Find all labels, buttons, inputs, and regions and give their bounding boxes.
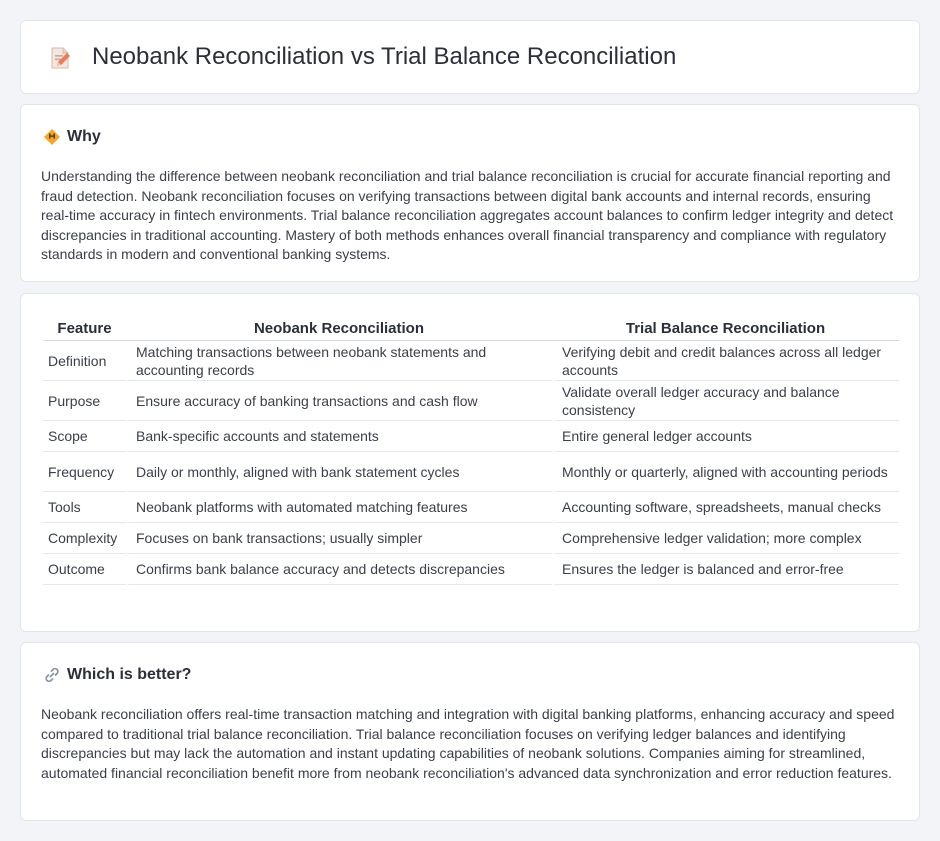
- row-trial-balance: Validate overall ledger accuracy and balance consistency: [552, 381, 899, 421]
- comparison-table: [43, 314, 899, 585]
- table-row: [43, 421, 899, 452]
- row-trial-balance: Monthly or quarterly, aligned with accounting periods: [552, 452, 899, 492]
- link-icon: [43, 666, 61, 684]
- row-neobank: Matching transactions between neobank statements and accounting records: [126, 341, 552, 381]
- row-neobank: Focuses on bank transactions; usually simpler: [126, 523, 552, 554]
- row-feature: Complexity: [43, 523, 126, 554]
- table-header-row: [43, 314, 899, 341]
- which-section: [20, 642, 920, 821]
- header-feature: Feature: [43, 314, 126, 341]
- table-row: [43, 492, 899, 523]
- row-feature: Frequency: [43, 452, 126, 492]
- table-row: [43, 381, 899, 421]
- row-neobank: Ensure accuracy of banking transactions and cash flow: [126, 381, 552, 421]
- row-feature: Purpose: [43, 381, 126, 421]
- title-card: [20, 20, 920, 94]
- row-trial-balance: Ensures the ledger is balanced and error-free: [552, 554, 899, 585]
- table-row: [43, 341, 899, 381]
- row-trial-balance: Accounting software, spreadsheets, manual checks: [552, 492, 899, 523]
- which-title: Which is better?: [67, 666, 192, 683]
- row-feature: Scope: [43, 421, 126, 452]
- which-heading: [43, 666, 191, 684]
- row-trial-balance: Comprehensive ledger validation; more complex: [552, 523, 899, 554]
- table-row: [43, 523, 899, 554]
- row-trial-balance: Entire general ledger accounts: [552, 421, 899, 452]
- page-title: Neobank Reconciliation vs Trial Balance Reconciliation: [92, 43, 677, 70]
- header-neobank: Neobank Reconciliation: [126, 314, 552, 341]
- warning-diamond-icon: [43, 128, 61, 146]
- document-pencil-icon: [48, 46, 72, 70]
- which-paragraph: Neobank reconciliation offers real-time transaction matching and integration with digital banking platforms, enhancing accuracy and speed compared to traditional trial balance reconciliation. Trial balance reconciliation focuses on verifying ledger balances and identifying discrepancies but may lack the automation and instant updating capabilities of neobank solutions. Companies aiming for streamlined, automated financial reconciliation benefit more from neobank reconciliation's advanced data synchronization and error reduction features.: [41, 706, 895, 781]
- row-neobank: Neobank platforms with automated matching features: [126, 492, 552, 523]
- why-title: Why: [67, 128, 101, 145]
- row-trial-balance: Verifying debit and credit balances across all ledger accounts: [552, 341, 899, 381]
- row-neobank: Daily or monthly, aligned with bank statement cycles: [126, 452, 552, 492]
- row-feature: Definition: [43, 341, 126, 381]
- comparison-section: [20, 293, 920, 632]
- table-row: [43, 554, 899, 585]
- row-feature: Tools: [43, 492, 126, 523]
- why-section: [20, 104, 920, 282]
- header-trial-balance: Trial Balance Reconciliation: [552, 314, 899, 341]
- why-paragraph: Understanding the difference between neobank reconciliation and trial balance reconciliation is crucial for accurate financial reporting and fraud detection. Neobank reconciliation focuses on verifying transactions between digital bank accounts and internal records, ensuring real-time accuracy in fintech environments. Trial balance reconciliation aggregates account balances to confirm ledger integrity and detect discrepancies in traditional accounting. Mastery of both methods enhances overall financial transparency and compliance with regulatory standards in modern and conventional banking systems.: [41, 168, 894, 262]
- row-neobank: Confirms bank balance accuracy and detects discrepancies: [126, 554, 552, 585]
- why-heading: [43, 128, 101, 146]
- row-neobank: Bank-specific accounts and statements: [126, 421, 552, 452]
- row-feature: Outcome: [43, 554, 126, 585]
- table-row: [43, 452, 899, 492]
